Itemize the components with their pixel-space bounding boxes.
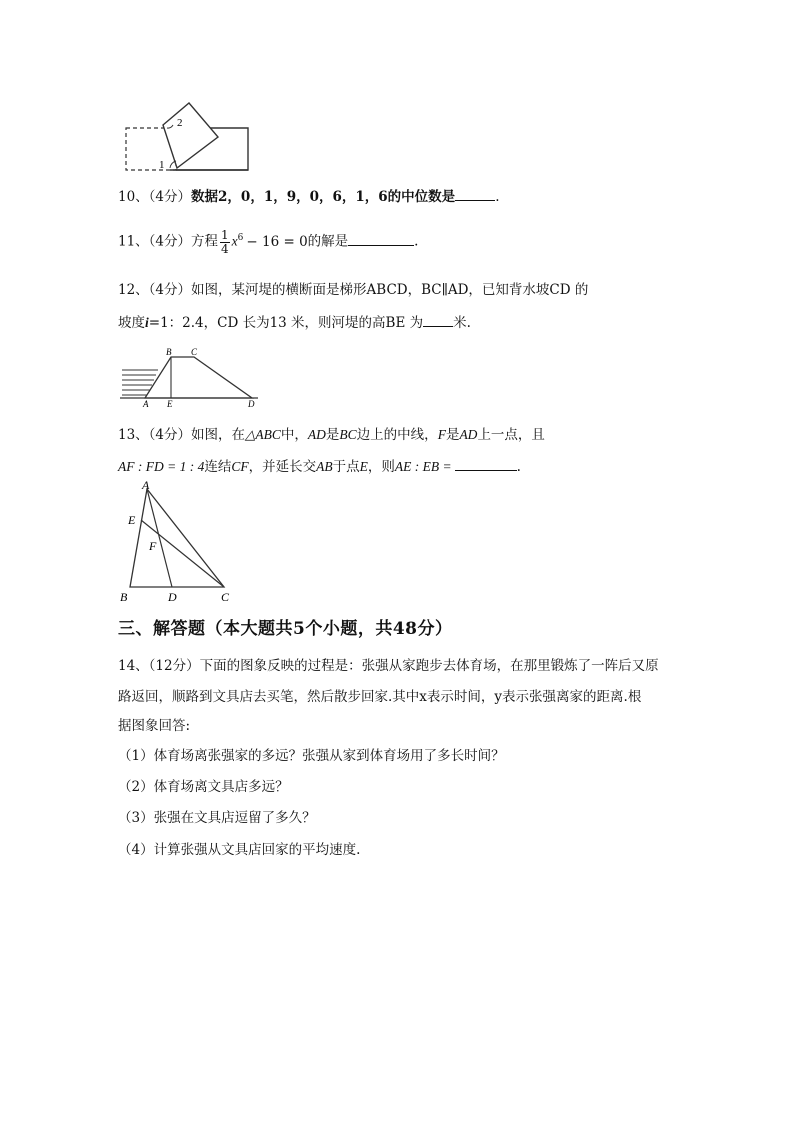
q13-e: E xyxy=(359,459,368,474)
q13-end: . xyxy=(516,459,521,475)
q12-line2-c: 米. xyxy=(453,315,471,331)
q12-line1: 如图，某河堤的横断面是梯形ABCD，BC∥AD，已知背水坡CD 的 xyxy=(191,282,589,298)
question-13-line2 xyxy=(118,456,521,477)
q13-f: F xyxy=(437,427,446,442)
q10-number: 10、（4分） xyxy=(118,189,192,205)
q10-text: 数据2，0，1，9，0，6，1，6的中位数是 xyxy=(191,189,456,205)
label-E: E xyxy=(128,513,136,527)
q11-answer-blank[interactable] xyxy=(348,231,414,246)
q13-bc: BC xyxy=(339,427,357,442)
q11-post: − 16 = 0 xyxy=(246,233,308,250)
q13-ad2: AD xyxy=(459,427,478,442)
q13-ask: AE : EB = xyxy=(394,459,452,474)
label-C: C xyxy=(191,347,198,357)
question-11 xyxy=(118,228,418,256)
line-CE xyxy=(141,520,224,587)
question-13-line1 xyxy=(118,425,545,445)
question-14-line3: 据图象回答: xyxy=(118,718,191,734)
q11-var: x xyxy=(231,233,238,249)
q13-text-d: 边上的中线， xyxy=(356,427,438,443)
question-14-sub1: （1）体育场离张强家的多远？张强从家到体育场用了多长时间？ xyxy=(118,748,505,764)
q14-number: 14、（12分） xyxy=(118,658,200,674)
question-14-sub2: （2）体育场离文具店多远？ xyxy=(118,779,289,795)
q13-text2-c: 于点 xyxy=(332,459,360,475)
q13-answer-blank[interactable] xyxy=(455,456,517,471)
label-F: F xyxy=(149,539,157,553)
q13-ratio: AF : FD = 1 : 4 xyxy=(118,459,205,474)
question-14-sub3: （3）张强在文具店逗留了多久？ xyxy=(118,810,316,826)
folded-square xyxy=(163,103,218,168)
label-D: D xyxy=(248,399,255,408)
q13-ad: AD xyxy=(307,427,326,442)
angle2-label: 2 xyxy=(177,117,183,129)
q13-text-e: 是 xyxy=(445,427,460,443)
label-B: B xyxy=(120,590,128,604)
figure-folded-rectangle xyxy=(120,98,260,176)
question-10 xyxy=(118,186,499,207)
q13-text-g: 上一点，且 xyxy=(477,427,545,443)
label-D: D xyxy=(168,590,177,604)
q14-line1: 下面的图象反映的过程是：张强从家跑步去体育场，在那里锻炼了一阵后又原 xyxy=(199,658,659,674)
q13-text-c: 是 xyxy=(325,427,340,443)
q13-text-b: 中， xyxy=(280,427,308,443)
q13-text2-a: 连结 xyxy=(204,459,232,475)
q13-ab: AB xyxy=(316,459,333,474)
question-14-line2: 路返回，顺路到文具店去买笔，然后散步回家.其中x表示时间，y表示张强离家的距离.根 xyxy=(118,689,642,705)
section-3-heading: 三、解答题（本大题共5个小题，共48分） xyxy=(118,619,453,639)
q13-text2-d: ，则 xyxy=(367,459,395,475)
trapezoid-ABCD xyxy=(145,357,252,398)
q11-fraction xyxy=(220,229,230,256)
median-AD xyxy=(147,489,172,587)
triangle-ABC xyxy=(130,489,224,587)
question-12-line2 xyxy=(118,312,471,333)
label-A: A xyxy=(142,480,150,492)
question-14-line1 xyxy=(118,656,659,676)
q11-number: 11、（4分） xyxy=(118,233,192,250)
q13-text2-b: ，并延长交 xyxy=(248,459,317,475)
label-A: A xyxy=(143,399,149,408)
q11-end: . xyxy=(414,233,419,250)
q12-line2-a: 坡度 xyxy=(118,315,145,331)
q12-number: 12、（4分） xyxy=(118,282,192,298)
label-C: C xyxy=(221,590,230,604)
q10-end: . xyxy=(495,189,500,205)
q13-cf: CF xyxy=(231,459,249,474)
label-E: E xyxy=(167,399,173,408)
q11-exp: 6 xyxy=(237,233,244,243)
q13-triangle: △ABC xyxy=(245,427,281,442)
question-12-line1 xyxy=(118,280,588,300)
q12-slope-i: i xyxy=(145,315,149,330)
label-B: B xyxy=(166,347,172,357)
q11-frac-num: 1 xyxy=(221,227,229,242)
angle1-label: 1 xyxy=(159,159,165,171)
q13-number: 13、（4分） xyxy=(118,427,192,443)
figure-triangle-abc xyxy=(116,480,238,604)
figure-embankment xyxy=(118,344,263,408)
q11-pre: 方程 xyxy=(191,233,219,250)
q11-tail: 的解是 xyxy=(307,233,349,250)
question-14-sub4: （4）计算张强从文具店回家的平均速度. xyxy=(118,842,361,858)
q10-answer-blank[interactable] xyxy=(455,186,495,201)
q13-text-a: 如图，在 xyxy=(191,427,246,443)
q12-answer-blank[interactable] xyxy=(423,312,453,327)
q11-frac-den: 4 xyxy=(221,241,229,256)
q12-line2-b: =1：2.4，CD 长为13 米，则河堤的高BE 为 xyxy=(148,315,424,331)
